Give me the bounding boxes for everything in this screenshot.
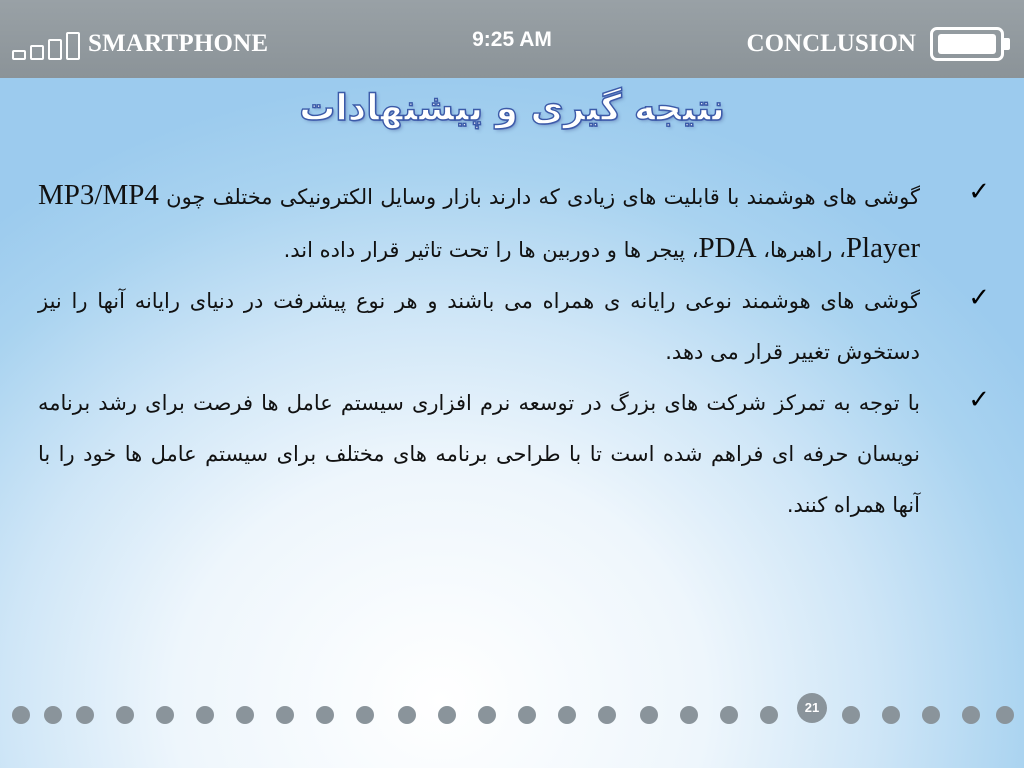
- progress-dot: [518, 706, 536, 724]
- progress-dot: [478, 706, 496, 724]
- progress-dot: [12, 706, 30, 724]
- progress-dot: [398, 706, 416, 724]
- progress-dot: [760, 706, 778, 724]
- page-number-badge: 21: [797, 693, 827, 723]
- progress-dot: [842, 706, 860, 724]
- progress-dot: [236, 706, 254, 724]
- checkmark-icon: ✓: [968, 283, 990, 313]
- progress-dot: [640, 706, 658, 724]
- progress-dot: [962, 706, 980, 724]
- progress-dot: [116, 706, 134, 724]
- bullet-item: [38, 276, 998, 378]
- progress-dot: [276, 706, 294, 724]
- progress-dot: [922, 706, 940, 724]
- bullet-text: گوشی های هوشمند با قابلیت های زیادی که دارند بازار وسایل الکترونیکی مختلف چون MP3/MP4 Player، راهبرها، PDA، پیجر ها و دوربین ها را تحت تاثیر قرار داده اند.: [38, 179, 920, 264]
- checkmark-icon: ✓: [968, 177, 990, 207]
- progress-dot: [196, 706, 214, 724]
- bullet-list: [38, 170, 998, 531]
- progress-dot: [44, 706, 62, 724]
- progress-dot: [356, 706, 374, 724]
- progress-dot: [438, 706, 456, 724]
- bullet-item: [38, 378, 998, 531]
- progress-dot: [156, 706, 174, 724]
- progress-dot: [882, 706, 900, 724]
- slide-title: نتیجه گیری و پیشنهادات: [299, 88, 725, 129]
- progress-dot: [720, 706, 738, 724]
- checkmark-icon: ✓: [968, 385, 990, 415]
- progress-dot: [598, 706, 616, 724]
- progress-dot: [316, 706, 334, 724]
- battery-full-icon: [930, 27, 1004, 61]
- status-bar: [0, 0, 1024, 78]
- clock-time: 9:25 AM: [472, 28, 552, 51]
- slide-progress-dots: [0, 700, 1024, 730]
- latin-term: MP3/MP4 Player: [38, 179, 920, 264]
- latin-term: PDA: [698, 232, 757, 264]
- progress-dot: [680, 706, 698, 724]
- bullet-item: [38, 170, 998, 276]
- section-label: CONCLUSION: [746, 30, 916, 57]
- progress-dot: [76, 706, 94, 724]
- progress-dot: [996, 706, 1014, 724]
- bullet-text: با توجه به تمرکز شرکت های بزرگ در توسعه نرم افزاری سیستم عامل ها فرصت برای رشد برنامه نویسان حرفه ای فراهم شده است تا با طراحی برنامه های مختلف برای سیستم عامل ها خود را با آنها همراه کنند.: [38, 391, 920, 517]
- bullet-text: گوشی های هوشمند نوعی رایانه ی همراه می باشند و هر نوع پیشرفت در دنیای رایانه آنها را نیز دستخوش تغییر قرار می دهد.: [38, 289, 920, 364]
- brand-label: SMARTPHONE: [88, 30, 269, 57]
- progress-dot: [558, 706, 576, 724]
